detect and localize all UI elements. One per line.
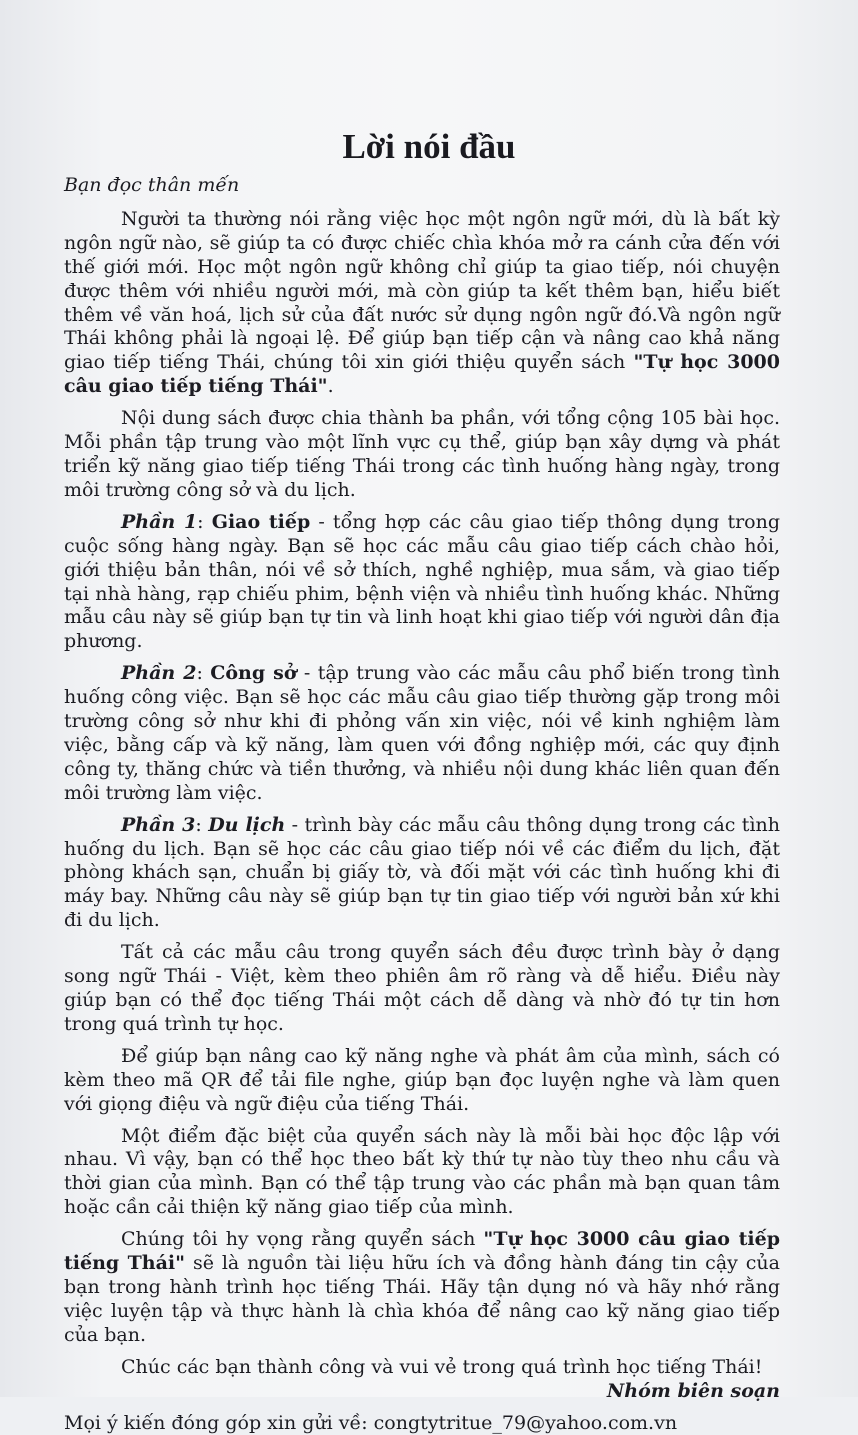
- book-title: "Tự học 3000 câu giao tiếp tiếng Thái": [64, 351, 780, 397]
- page-title: Lời nói đầu: [0, 127, 858, 167]
- paragraph-bilingual: Tất cả các mẫu câu trong quyển sách đều được trình bày ở dạng song ngữ Thái - Việt, kèm theo phiên âm rõ ràng và dễ hiểu. Điều này giúp bạn có thể đọc tiếng Thái một cách dễ dàng và nhờ đó tự tin hơn trong quá trình tự học.: [64, 941, 780, 1037]
- part-3-label: Phần 3: [121, 814, 195, 836]
- salutation: Bạn đọc thân mến: [64, 174, 780, 198]
- paragraph-part-3: [64, 814, 780, 934]
- paragraph-wishes: Chúc các bạn thành công và vui vẻ trong quá trình học tiếng Thái!: [64, 1356, 780, 1380]
- part-1-name: Giao tiếp: [212, 511, 311, 533]
- paragraph-audio-qr: Để giúp bạn nâng cao kỹ năng nghe và phát âm của mình, sách có kèm theo mã QR để tải file nghe, giúp bạn đọc luyện nghe và làm quen với giọng điệu và ngữ điệu của tiếng Thái.: [64, 1045, 780, 1117]
- part-2-colon: :: [196, 662, 210, 684]
- part-1-description: - tổng hợp các câu giao tiếp thông dụng trong cuộc sống hàng ngày. Bạn sẽ học các mẫu câu giao tiếp cách chào hỏi, giới thiệu bản thân, nói về sở thích, nghề nghiệp, mua sắm, và giao tiếp tại nhà hàng, rạp chiếu phim, bệnh viện và nhiều tình huống khác. Những mẫu câu này sẽ giúp bạn tự tin và linh hoạt khi giao tiếp với người dân địa phương.: [64, 511, 780, 653]
- intro-end: .: [328, 375, 334, 397]
- intro-text: Người ta thường nói rằng việc học một ngôn ngữ mới, dù là bất kỳ ngôn ngữ nào, sẽ giúp ta có được chiếc chìa khóa mở ra cánh cửa đến với thế giới mới. Học một ngôn ngữ không chỉ giúp ta giao tiếp, nói chuyện được thêm với nhiều người mới, mà còn giúp ta kết thêm bạn, hiểu biết thêm về văn hoá, lịch sử của đất nước sử dụng ngôn ngữ đó.Và ngôn ngữ Thái không phải là ngoại lệ. Để giúp bạn tiếp cận và nâng cao khả năng giao tiếp tiếng Thái, chúng tôi xin giới thiệu quyển sách: [64, 208, 780, 373]
- hope-text-end: sẽ là nguồn tài liệu hữu ích và đồng hành đáng tin cậy của bạn trong hành trình học tiếng Thái. Hãy tận dụng nó và hãy nhớ rằng việc luyện tập và thực hành là chìa khóa để nâng cao kỹ năng giao tiếp của bạn.: [64, 1252, 780, 1346]
- part-3-colon: :: [195, 814, 208, 836]
- paragraph-hope: [64, 1228, 780, 1348]
- part-2-label: Phần 2: [121, 662, 196, 684]
- contact-line: Mọi ý kiến đóng góp xin gửi về: congtytritue_79@yahoo.com.vn: [64, 1412, 780, 1435]
- part-3-description: - trình bày các mẫu câu thông dụng trong các tình huống du lịch. Bạn sẽ học các câu giao tiếp nói về các điểm du lịch, đặt phòng khách sạn, chuẩn bị giấy tờ, và đối mặt với các tình huống khi đi máy bay. Những câu này sẽ giúp bạn tự tin giao tiếp với người bản xứ khi đi du lịch.: [64, 814, 780, 932]
- part-1-colon: :: [197, 511, 212, 533]
- part-2-description: - tập trung vào các mẫu câu phổ biến trong tình huống công việc. Bạn sẽ học các mẫu câu giao tiếp thường gặp trong môi trường công sở như khi đi phỏng vấn xin việc, nói về kinh nghiệm làm việc, bằng cấp và kỹ năng, làm quen với đồng nghiệp mới, các quy định công ty, thăng chức và tiền thưởng, và nhiều nội dung khác liên quan đến môi trường làm việc.: [64, 662, 780, 804]
- paragraph-part-2: [64, 662, 780, 805]
- paragraph-independent-lessons: Một điểm đặc biệt của quyển sách này là mỗi bài học độc lập với nhau. Vì vậy, bạn có thể học theo bất kỳ thứ tự nào tùy theo nhu cầu và thời gian của mình. Bạn có thể tập trung vào các phần mà bạn quan tâm hoặc cần cải thiện kỹ năng giao tiếp của mình.: [64, 1125, 780, 1221]
- signature: Nhóm biên soạn: [64, 1380, 780, 1404]
- part-2-name: Công sở: [210, 662, 296, 684]
- part-1-label: Phần 1: [121, 511, 197, 533]
- preface-body: [64, 174, 780, 1435]
- hope-text-start: Chúng tôi hy vọng rằng quyển sách: [121, 1228, 483, 1250]
- paragraph-part-1: [64, 511, 780, 654]
- paragraph-intro: [64, 208, 780, 399]
- part-3-name: Du lịch: [208, 814, 285, 836]
- book-title-repeat: "Tự học 3000 câu giao tiếp tiếng Thái": [64, 1228, 780, 1274]
- paragraph-content-overview: Nội dung sách được chia thành ba phần, với tổng cộng 105 bài học. Mỗi phần tập trung vào một lĩnh vực cụ thể, giúp bạn xây dựng và phát triển kỹ năng giao tiếp tiếng Thái trong các tình huống hàng ngày, trong môi trường công sở và du lịch.: [64, 407, 780, 503]
